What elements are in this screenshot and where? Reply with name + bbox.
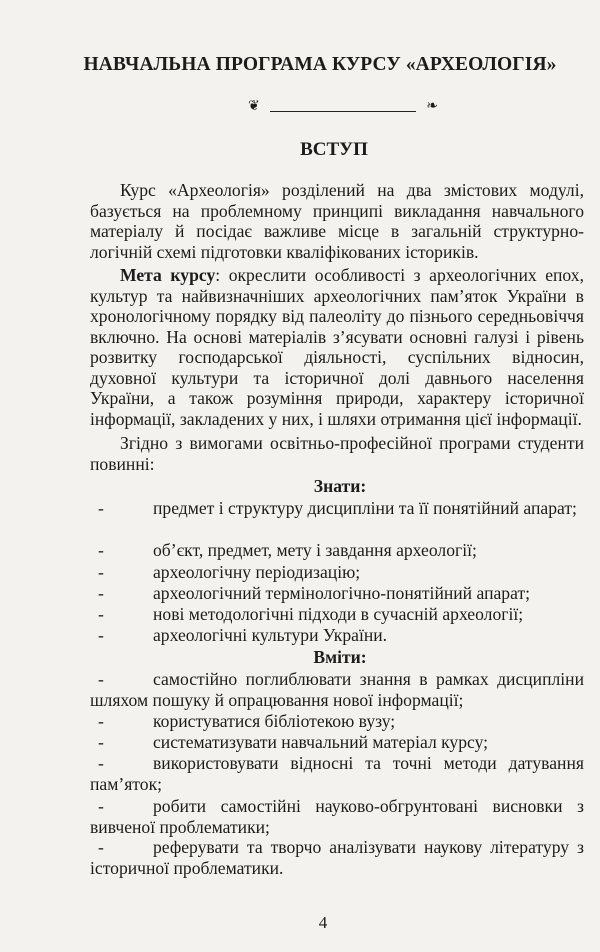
goal-text-block bbox=[90, 265, 584, 429]
can-item-text: використовувати відносні та точні методи датування пам’яток; bbox=[90, 753, 584, 794]
can-item bbox=[90, 753, 584, 794]
know-item bbox=[90, 540, 584, 561]
section-heading: ВСТУП bbox=[300, 139, 368, 160]
know-item-text: нові методологічні підходи в сучасній археології; bbox=[153, 604, 524, 624]
know-item bbox=[90, 562, 584, 583]
can-item bbox=[90, 837, 584, 878]
goal-paragraph bbox=[90, 265, 584, 429]
know-item bbox=[90, 583, 584, 604]
intro-text: Курс «Археологія» розділений на два змістових модулі, базується на проблемному принципі викладання навчального матеріалу й посідає важливе місце в загальній структурно-логічній схемі підготовки кваліфікованих істориків. bbox=[90, 180, 584, 262]
list-dash: - bbox=[98, 625, 104, 645]
list-dash: - bbox=[98, 732, 104, 752]
can-heading: Вміти: bbox=[313, 647, 367, 667]
know-item-text: археологічні культури України. bbox=[153, 625, 388, 645]
flourish-left-icon: ❦ bbox=[248, 99, 260, 114]
list-dash: - bbox=[98, 669, 104, 689]
intro-paragraph bbox=[90, 180, 584, 262]
know-item bbox=[90, 604, 584, 625]
divider-line bbox=[270, 111, 416, 112]
requirements-text: Згідно з вимогами освітньо-професійної програми студенти повинні: bbox=[90, 433, 584, 474]
list-dash: - bbox=[98, 562, 104, 582]
page-number: 4 bbox=[318, 913, 328, 932]
can-item-text: систематизувати навчальний матеріал курсу; bbox=[153, 732, 489, 752]
know-item-text: об’єкт, предмет, мету і завдання археології; bbox=[153, 540, 477, 560]
know-item-text: археологічний термінологічно-понятійний апарат; bbox=[153, 583, 531, 603]
list-dash: - bbox=[98, 604, 104, 624]
know-item bbox=[90, 625, 584, 646]
flourish-right-icon: ❧ bbox=[426, 99, 438, 114]
know-item-text: археологічну періодизацію; bbox=[153, 562, 361, 582]
goal-label: Мета курсу bbox=[120, 265, 216, 285]
document-title: НАВЧАЛЬНА ПРОГРАМА КУРСУ «АРХЕОЛОГІЯ» bbox=[83, 54, 557, 75]
divider-ornament bbox=[248, 94, 438, 118]
goal-text: : окреслити особливості з археологічних епох, культур та найвизначніших археологічних пам’яток України в хронологічному порядку від палеоліту до пізнього середньовіччя включно. На основі матеріалів з’ясувати основні галузі і рівень розвитку господарської діяльності, суспільних відносин, духовної культури та історичної долі давнього населення України, а також розуміння природи, характеру історичної інформації, закладених у них, і шляхи отримання цієї інформації. bbox=[90, 265, 584, 429]
list-dash: - bbox=[98, 540, 104, 560]
list-dash: - bbox=[98, 796, 104, 816]
list-dash: - bbox=[98, 753, 104, 773]
list-dash: - bbox=[98, 583, 104, 603]
know-item-text: предмет і структуру дисципліни та її понятійний апарат; bbox=[153, 498, 577, 518]
list-dash: - bbox=[98, 837, 104, 857]
can-item bbox=[90, 796, 584, 837]
know-item bbox=[90, 498, 584, 519]
can-item-text: реферувати та творчо аналізувати наукову літературу з історичної проблематики. bbox=[90, 837, 584, 878]
requirements-paragraph bbox=[90, 433, 584, 474]
know-heading: Знати: bbox=[313, 476, 367, 496]
can-item-text: самостійно поглиблювати знання в рамках дисципліни шляхом пошуку й опрацювання нової інформації; bbox=[90, 669, 584, 710]
can-item bbox=[90, 711, 584, 732]
can-item-text: користуватися бібліотекою вузу; bbox=[153, 711, 396, 731]
list-dash: - bbox=[98, 711, 104, 731]
can-item bbox=[90, 732, 584, 753]
list-dash: - bbox=[98, 498, 104, 518]
can-item-text: робити самостійні науково-обгрунтовані висновки з вивченої проблематики; bbox=[90, 796, 584, 837]
can-item bbox=[90, 669, 584, 710]
